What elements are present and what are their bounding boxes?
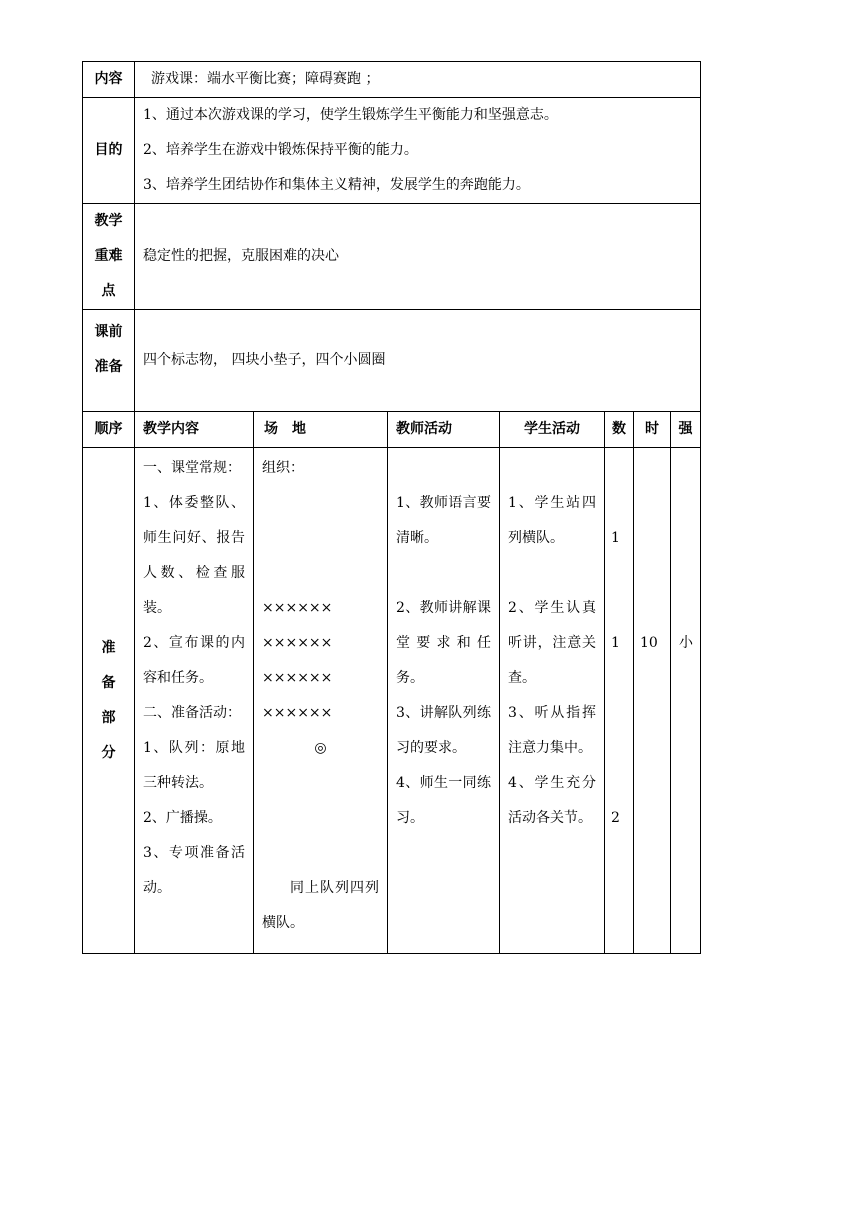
key-points-label [83, 204, 135, 310]
student-activity-2: 2、学生认真听讲，注意关查。 [508, 600, 596, 686]
goal-label: 目的 [83, 98, 135, 204]
section-label-char-3: 部 [101, 709, 116, 726]
lesson-plan-table [82, 61, 701, 954]
preparation-label [83, 310, 135, 412]
col-venue: 场 地 [254, 412, 388, 448]
key-points-text: 稳定性的把握，克服困难的决心 [135, 204, 701, 310]
col-time: 时 [634, 412, 671, 448]
section-label-char-4: 分 [101, 744, 116, 761]
formation-line-1: ×××××× [262, 600, 333, 616]
section-time [634, 448, 671, 954]
content-row [83, 62, 701, 98]
content-text [135, 62, 701, 98]
goal-item-2: 2、培养学生在游戏中锻炼保持平衡的能力。 [143, 142, 418, 158]
section-student-activity [500, 448, 605, 954]
key-points-label-line-3: 点 [101, 283, 116, 299]
venue-note: 同上队列四列横队。 [262, 880, 379, 931]
count-1: 1 [611, 530, 620, 546]
col-teacher-activity: 教师活动 [388, 412, 500, 448]
teaching-content-5: 1、队列：原地三种转法。 [143, 740, 245, 791]
goal-row [83, 98, 701, 204]
key-points-label-line-1: 教学 [94, 213, 123, 229]
column-header-row [83, 412, 701, 448]
key-points-label-line-2: 重难 [94, 248, 123, 264]
preparation-label-line-2: 准备 [94, 358, 123, 375]
teacher-activity-1: 1、教师语言要清晰。 [396, 495, 491, 546]
formation-line-3: ×××××× [262, 670, 333, 686]
formation-line-4: ×××××× [262, 705, 333, 721]
formation-line-2: ×××××× [262, 635, 333, 651]
teaching-content-3: 2、宣布课的内容和任务。 [143, 635, 245, 686]
preparation-label-line-1: 课前 [94, 323, 123, 340]
col-teaching-content: 教学内容 [135, 412, 254, 448]
col-intensity: 强 [671, 412, 701, 448]
teacher-activity-2: 2、教师讲解课堂要求和任务。 [396, 600, 491, 686]
section-intensity [671, 448, 701, 954]
count-3: 2 [611, 810, 620, 826]
teacher-position-icon: ◎ [314, 740, 327, 756]
goal-item-1: 1、通过本次游戏课的学习，使学生锻炼学生平衡能力和坚强意志。 [143, 107, 558, 123]
preparation-row [83, 310, 701, 412]
key-points-row [83, 204, 701, 310]
section-count [605, 448, 634, 954]
goal-cell [135, 98, 701, 204]
intensity-value: 小 [679, 635, 693, 651]
teaching-content-4: 二、准备活动： [143, 705, 241, 721]
section-label [83, 448, 135, 954]
time-value: 10 [640, 635, 658, 651]
teaching-content-6: 2、广播操。 [143, 810, 222, 826]
lesson-plan-document [82, 61, 700, 954]
teaching-content-7: 3、专项准备活动。 [143, 845, 245, 896]
section-teacher-activity [388, 448, 500, 954]
col-count: 数 [605, 412, 634, 448]
section-label-char-1: 准 [101, 639, 116, 656]
student-activity-1: 1、学生站四列横队。 [508, 495, 596, 546]
preparation-label-spacer [83, 385, 134, 407]
teaching-content-2: 1、体委整队、师生问好、报告人数、检查服装。 [143, 495, 245, 616]
content-value: 游戏课：端水平衡比赛；障碍赛跑 ； [151, 71, 380, 87]
content-label: 内容 [83, 62, 135, 98]
section-venue [254, 448, 388, 954]
teaching-content-1: 一、课堂常规： [143, 460, 241, 476]
teacher-activity-3: 3、讲解队列练习的要求。 [396, 705, 491, 756]
goal-item-3: 3、培养学生团结协作和集体主义精神，发展学生的奔跑能力。 [143, 177, 530, 193]
venue-organize: 组织： [262, 460, 304, 476]
count-2: 1 [611, 635, 620, 651]
student-activity-3: 3、听从指挥注意力集中。 [508, 705, 596, 756]
col-order: 顺序 [83, 412, 135, 448]
preparation-text: 四个标志物， 四块小垫子，四个小圆圈 [135, 310, 701, 412]
col-student-activity: 学生活动 [500, 412, 605, 448]
teacher-activity-4: 4、师生一同练习。 [396, 775, 491, 826]
preparation-section-row [83, 448, 701, 954]
section-label-char-2: 备 [101, 674, 116, 691]
section-teaching-content [135, 448, 254, 954]
student-activity-4: 4、学生充分活动各关节。 [508, 775, 596, 826]
